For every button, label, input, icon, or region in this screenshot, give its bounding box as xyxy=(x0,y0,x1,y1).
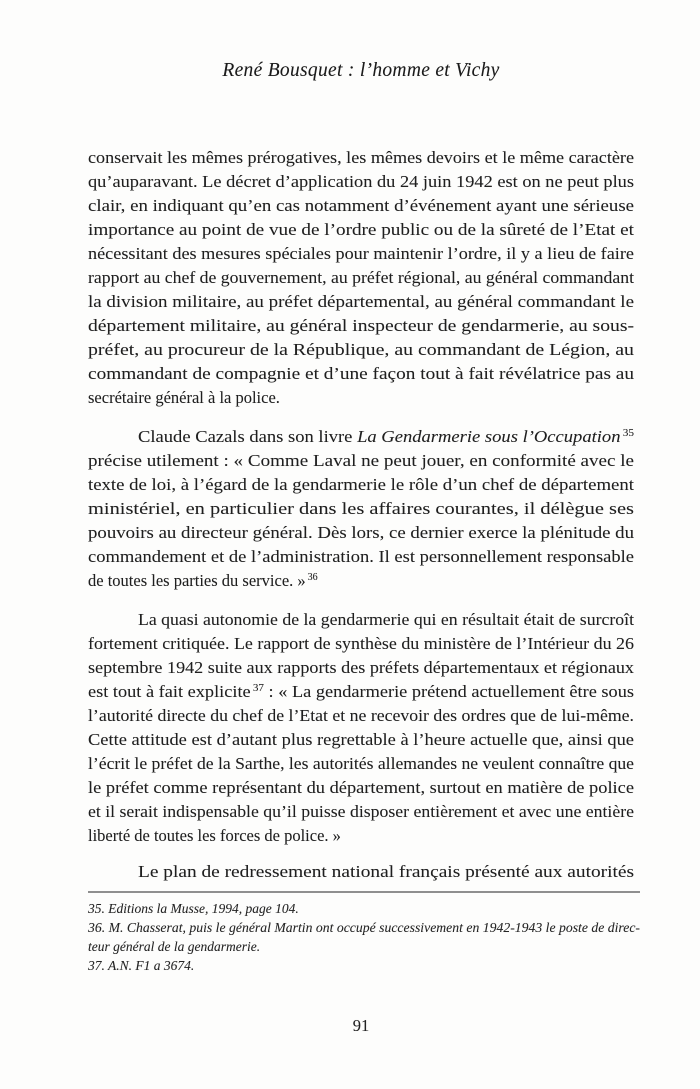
text-segment: La quasi autonomie de la gendarmerie qui en résultait était de surcroît xyxy=(138,610,634,629)
text-segment: importance au point de vue de l’ordre public ou de la sûreté de l’Etat et xyxy=(88,220,634,239)
footnote-separator xyxy=(88,891,640,893)
text-segment: 36. M. Chasserat, puis le général Martin ont occupé successivement en 1942-1943 le poste de direc- xyxy=(88,920,640,935)
running-header: René Bousquet : l’homme et Vichy xyxy=(222,60,500,81)
page-number: 91 xyxy=(352,1016,370,1035)
text-segment: Cette attitude est d’autant plus regrettable à l’heure actuelle que, ainsi que xyxy=(88,730,634,749)
text-segment: préfet, au procureur de la République, au commandant de Légion, au xyxy=(88,340,634,359)
text-line xyxy=(88,776,634,800)
text-line-content xyxy=(88,314,634,338)
text-segment: 35. Editions la Musse, 1994, page 104. xyxy=(88,901,299,916)
text-line-content xyxy=(88,473,634,497)
text-line xyxy=(88,449,634,473)
text-line-content xyxy=(88,290,634,314)
text-line xyxy=(88,314,634,338)
body-text xyxy=(88,146,634,884)
text-line-content xyxy=(88,218,634,242)
text-line-content xyxy=(88,497,634,521)
text-segment: le préfet comme représentant du département, surtout en matière de police xyxy=(88,778,634,797)
text-line-content xyxy=(88,146,634,170)
text-segment: pouvoirs au directeur général. Dès lors, ce dernier exerce la plénitude du xyxy=(88,523,634,542)
text-segment: l’écrit le préfet de la Sarthe, les autorités allemandes ne veulent connaître que xyxy=(88,754,634,773)
text-segment: département militaire, au général inspecteur de gendarmerie, au sous- xyxy=(88,316,634,335)
text-line xyxy=(88,425,634,449)
text-line xyxy=(88,728,634,752)
text-line-content xyxy=(88,266,634,290)
text-line-content xyxy=(88,899,299,918)
text-line-content xyxy=(138,860,634,884)
text-line xyxy=(88,362,634,386)
text-segment: septembre 1942 suite aux rapports des préfets départementaux et régionaux xyxy=(88,658,634,677)
text-line xyxy=(88,218,634,242)
text-segment: texte de loi, à l’égard de la gendarmerie le rôle d’un chef de département xyxy=(88,475,634,494)
text-line-content xyxy=(88,569,318,596)
text-line-content xyxy=(88,728,634,752)
text-line xyxy=(88,386,634,410)
text-line xyxy=(88,242,634,266)
text-line xyxy=(88,146,634,170)
text-line-content xyxy=(88,956,194,975)
text-segment: commandant de compagnie et d’une façon tout à fait révélatrice pas au xyxy=(88,364,634,383)
text-line xyxy=(88,569,634,593)
text-line-content xyxy=(88,521,634,545)
text-line-content xyxy=(138,425,634,452)
text-line xyxy=(88,824,634,848)
text-line xyxy=(88,608,634,632)
text-line xyxy=(88,338,634,362)
text-segment: est tout à fait explicite xyxy=(88,682,251,701)
text-segment: secrétaire général à la police. xyxy=(88,388,280,407)
text-line xyxy=(88,266,634,290)
text-line-content xyxy=(88,680,634,707)
text-line xyxy=(88,800,634,824)
text-line xyxy=(88,704,634,728)
text-segment: clair, en indiquant qu’en cas notamment d’événement ayant une sérieuse xyxy=(88,196,634,215)
text-segment: de toutes les parties du service. » xyxy=(88,571,306,590)
text-line-content xyxy=(88,242,634,266)
text-segment: ministériel, en particulier dans les affaires courantes, il délègue ses xyxy=(88,499,634,518)
text-line-content xyxy=(88,632,634,656)
text-line-content xyxy=(88,449,634,473)
text-segment: Le plan de redressement national français présenté aux autorités xyxy=(138,862,634,881)
footnotes xyxy=(88,899,640,975)
footnote-line xyxy=(88,899,640,918)
text-line xyxy=(88,752,634,776)
text-line xyxy=(88,290,634,314)
text-line xyxy=(88,680,634,704)
text-line xyxy=(88,194,634,218)
footnote-ref: 35 xyxy=(622,428,634,439)
book-title-italic: La Gendarmerie sous l’Occupation xyxy=(357,427,621,446)
paragraph xyxy=(88,146,634,410)
text-segment: Claude Cazals dans son livre xyxy=(138,427,358,446)
text-segment: qu’auparavant. Le décret d’application du 24 juin 1942 est on ne peut plus xyxy=(88,172,634,191)
paragraph xyxy=(88,608,634,848)
text-segment: nécessitant des mesures spéciales pour maintenir l’ordre, il y a lieu de faire xyxy=(88,244,634,263)
text-line-content xyxy=(88,776,634,800)
text-line xyxy=(88,656,634,680)
footnote-line xyxy=(88,937,640,956)
text-line xyxy=(88,545,634,569)
text-segment: fortement critiquée. Le rapport de synthèse du ministère de l’Intérieur du 26 xyxy=(88,634,634,653)
text-line-content xyxy=(88,545,634,569)
text-line-content xyxy=(88,194,634,218)
text-segment: : « La gendarmerie prétend actuellement être sous xyxy=(263,682,634,701)
text-line-content xyxy=(88,800,634,824)
text-segment: 37. A.N. F1 a 3674. xyxy=(88,958,195,973)
text-segment: et il serait indispensable qu’il puisse disposer entièrement et avec une entière xyxy=(88,802,634,821)
footnote-line xyxy=(88,918,640,937)
text-line-content xyxy=(88,918,640,937)
text-line-content xyxy=(88,170,634,194)
text-line-content xyxy=(88,937,260,956)
text-line xyxy=(88,632,634,656)
text-line-content xyxy=(88,656,634,680)
text-segment: rapport au chef de gouvernement, au préfet régional, au général commandant xyxy=(88,268,634,287)
text-line-content xyxy=(138,608,634,632)
text-line xyxy=(88,170,634,194)
footnote-ref: 36 xyxy=(307,572,318,583)
text-segment: liberté de toutes les forces de police. » xyxy=(88,826,341,845)
text-line-content xyxy=(88,338,634,362)
text-segment: commandement et de l’administration. Il est personnellement responsable xyxy=(88,547,634,566)
text-line-content xyxy=(88,824,341,848)
text-segment: la division militaire, au préfet départemental, au général commandant le xyxy=(88,292,634,311)
text-segment: teur général de la gendarmerie. xyxy=(88,939,261,954)
text-segment: précise utilement : « Comme Laval ne peut jouer, en conformité avec le xyxy=(88,451,634,470)
text-line-content xyxy=(88,386,280,410)
text-line-content xyxy=(88,704,634,728)
text-line xyxy=(88,473,634,497)
text-line-content xyxy=(88,362,634,386)
text-line-content xyxy=(88,752,634,776)
text-segment: l’autorité directe du chef de l’Etat et ne recevoir des ordres que de lui-même. xyxy=(88,706,634,725)
footnote-line xyxy=(88,956,640,975)
paragraph xyxy=(88,425,634,593)
paragraph xyxy=(88,860,634,884)
footnote-ref: 37 xyxy=(252,683,264,694)
text-line xyxy=(88,497,634,521)
text-line xyxy=(88,521,634,545)
text-segment: conservait les mêmes prérogatives, les mêmes devoirs et le même caractère xyxy=(88,148,634,167)
text-line xyxy=(88,860,634,884)
